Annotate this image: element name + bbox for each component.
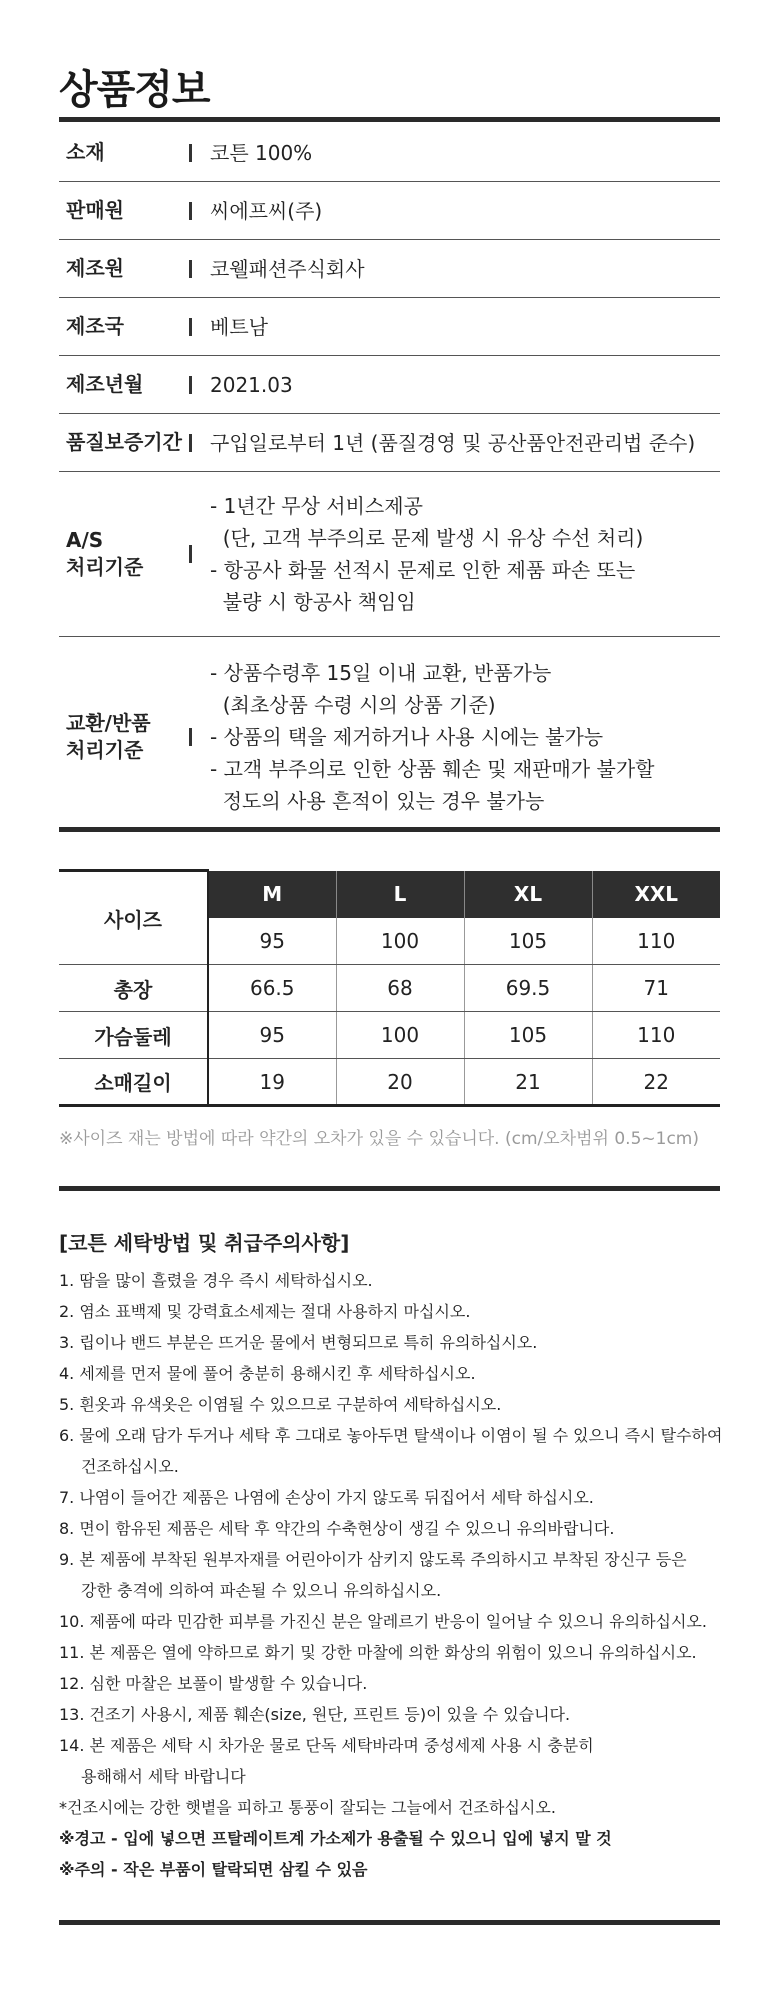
info-row (59, 637, 720, 837)
info-value-line: - 1년간 무상 서비스제공 (210, 494, 423, 518)
care-line: 14. 본 제품은 세탁 시 차가운 물로 단독 세탁바라며 중성세제 사용 시 충분히 (59, 1736, 594, 1755)
info-value (210, 427, 720, 459)
info-value (210, 490, 720, 618)
info-value-line: (최초상품 수령 시의 상품 기준) (210, 693, 496, 717)
care-title: [코튼 세탁방법 및 취급주의사항] (59, 1231, 350, 1255)
table-cell: 95 (208, 1012, 336, 1059)
info-row (59, 414, 720, 472)
care-line: 5. 흰옷과 유색옷은 이염될 수 있으므로 구분하여 세탁하십시오. (59, 1395, 502, 1414)
care-line: 강한 충격에 의하여 파손될 수 있으니 유의하십시오. (81, 1581, 442, 1600)
info-value-line: (단, 고객 부주의로 문제 발생 시 유상 수선 처리) (210, 526, 644, 550)
table-cell: 68 (336, 965, 464, 1012)
care-line: 11. 본 제품은 열에 약하므로 화기 및 강한 마찰에 의한 화상의 위험이 있으니 유의하십시오. (59, 1643, 697, 1662)
care-line: 1. 땀을 많이 흘렸을 경우 즉시 세탁하십시오. (59, 1271, 373, 1290)
size-number: 100 (336, 918, 464, 965)
info-value-line: 2021.03 (210, 372, 293, 397)
info-label-line: 처리기준 (66, 555, 144, 579)
info-separator (189, 434, 192, 452)
row-label-length: 총장 (59, 965, 208, 1012)
table-cell: 20 (336, 1059, 464, 1106)
info-value-line: - 상품의 택을 제거하거나 사용 시에는 불가능 (210, 725, 604, 749)
info-value-line: 불량 시 항공사 책임임 (210, 590, 416, 614)
info-row (59, 124, 720, 182)
care-top-divider (59, 1186, 720, 1191)
info-value (210, 137, 720, 169)
info-value-line: 베트남 (210, 314, 268, 339)
info-separator (189, 376, 192, 394)
table-cell: 66.5 (208, 965, 336, 1012)
info-value-line: 정도의 사용 흔적이 있는 경우 불가능 (210, 789, 545, 813)
bottom-divider (59, 1920, 720, 1925)
care-line: *건조시에는 강한 햇볕을 피하고 통풍이 잘되는 그늘에서 건조하십시오. (59, 1798, 556, 1817)
info-value (210, 195, 720, 227)
care-line: 용해해서 세탁 바랍니다 (81, 1767, 246, 1786)
info-label (59, 710, 189, 764)
info-label-line: 제조년월 (66, 372, 144, 396)
info-label (59, 527, 189, 581)
info-value-line: 코튼 100% (210, 140, 313, 165)
info-row (59, 472, 720, 637)
info-separator (189, 728, 192, 746)
size-number: 95 (208, 918, 336, 965)
info-separator (189, 144, 192, 162)
care-line: 4. 세제를 먼저 물에 풀어 충분히 용해시킨 후 세탁하십시오. (59, 1364, 476, 1383)
product-info-table (59, 124, 720, 837)
table-cell: 19 (208, 1059, 336, 1106)
info-separator (189, 260, 192, 278)
care-line: 10. 제품에 따라 민감한 피부를 가진신 분은 알레르기 반응이 일어날 수 있으니 유의하십시오. (59, 1612, 707, 1631)
size-note: ※사이즈 재는 방법에 따라 약간의 오차가 있을 수 있습니다. (cm/오차범위 0.5~1cm) (59, 1129, 699, 1149)
info-label (59, 139, 189, 166)
care-line: 13. 건조기 사용시, 제품 훼손(size, 원단, 프린트 등)이 있을 수 있습니다. (59, 1705, 571, 1724)
info-row (59, 298, 720, 356)
info-value-line: 씨에프씨(주) (210, 198, 323, 223)
info-row (59, 182, 720, 240)
care-line: 건조하십시오. (81, 1457, 179, 1476)
info-label-line: 교환/반품 (66, 711, 151, 735)
size-number: 110 (592, 918, 720, 965)
size-table (59, 869, 720, 1107)
info-separator (189, 202, 192, 220)
info-separator (189, 545, 192, 563)
care-line: 9. 본 제품에 부착된 원부자재를 어린아이가 삼키지 않도록 주의하시고 부착된 장신구 등은 (59, 1550, 687, 1569)
size-header-m: M (208, 871, 336, 918)
table-cell: 22 (592, 1059, 720, 1106)
info-label (59, 313, 189, 340)
info-label (59, 255, 189, 282)
info-label (59, 197, 189, 224)
table-cell: 105 (464, 1012, 592, 1059)
table-cell: 69.5 (464, 965, 592, 1012)
info-bottom-divider (59, 827, 720, 832)
info-value (210, 311, 720, 343)
size-row-header: 사이즈 (59, 871, 208, 965)
info-value (210, 369, 720, 401)
info-value-line: - 항공사 화물 선적시 문제로 인한 제품 파손 또는 (210, 558, 636, 582)
info-label (59, 429, 189, 456)
info-value-line: 코웰패션주식회사 (210, 256, 365, 281)
info-value-line: - 고객 부주의로 인한 상품 훼손 및 재판매가 불가할 (210, 757, 655, 781)
info-label-line: A/S (66, 528, 104, 552)
size-header-xxl: XXL (592, 871, 720, 918)
size-number: 105 (464, 918, 592, 965)
size-header-xl: XL (464, 871, 592, 918)
care-line: 6. 물에 오래 담가 두거나 세탁 후 그대로 놓아두면 탈색이나 이염이 될 수 있으니 즉시 탈수하여 (59, 1426, 723, 1445)
care-line: 3. 립이나 밴드 부분은 뜨거운 물에서 변형되므로 특히 유의하십시오. (59, 1333, 538, 1352)
table-cell: 110 (592, 1012, 720, 1059)
table-cell: 71 (592, 965, 720, 1012)
table-cell: 21 (464, 1059, 592, 1106)
info-label-line: 판매원 (66, 198, 124, 222)
info-row (59, 356, 720, 414)
care-list (59, 1265, 739, 1885)
info-row (59, 240, 720, 298)
care-line: 7. 나염이 들어간 제품은 나염에 손상이 가지 않도록 뒤집어서 세탁 하십시오. (59, 1488, 594, 1507)
size-header-l: L (336, 871, 464, 918)
care-line: 8. 면이 함유된 제품은 세탁 후 약간의 수축현상이 생길 수 있으니 유의바랍니다. (59, 1519, 615, 1538)
info-label-line: 제조국 (66, 314, 124, 338)
info-value (210, 253, 720, 285)
info-value-line: 구입일로부터 1년 (품질경영 및 공산품안전관리법 준수) (210, 430, 696, 455)
info-separator (189, 318, 192, 336)
care-warning-line: ※경고 - 입에 넣으면 프탈레이트계 가소제가 용출될 수 있으니 입에 넣지 말 것 (59, 1829, 612, 1848)
page-title: 상품정보 (59, 67, 210, 113)
care-line: 12. 심한 마찰은 보풀이 발생할 수 있습니다. (59, 1674, 368, 1693)
info-label (59, 371, 189, 398)
info-value-line: - 상품수령후 15일 이내 교환, 반품가능 (210, 661, 552, 685)
care-line: 2. 염소 표백제 및 강력효소세제는 절대 사용하지 마십시오. (59, 1302, 471, 1321)
row-label-sleeve: 소매길이 (59, 1059, 208, 1106)
row-label-chest: 가슴둘레 (59, 1012, 208, 1059)
info-label-line: 소재 (66, 140, 105, 164)
info-label-line: 품질보증기간 (66, 430, 182, 454)
care-warning-line: ※주의 - 작은 부품이 탈락되면 삼킬 수 있음 (59, 1860, 368, 1879)
info-label-line: 제조원 (66, 256, 124, 280)
info-value (210, 657, 720, 817)
info-label-line: 처리기준 (66, 738, 144, 762)
top-divider (59, 117, 720, 122)
table-cell: 100 (336, 1012, 464, 1059)
